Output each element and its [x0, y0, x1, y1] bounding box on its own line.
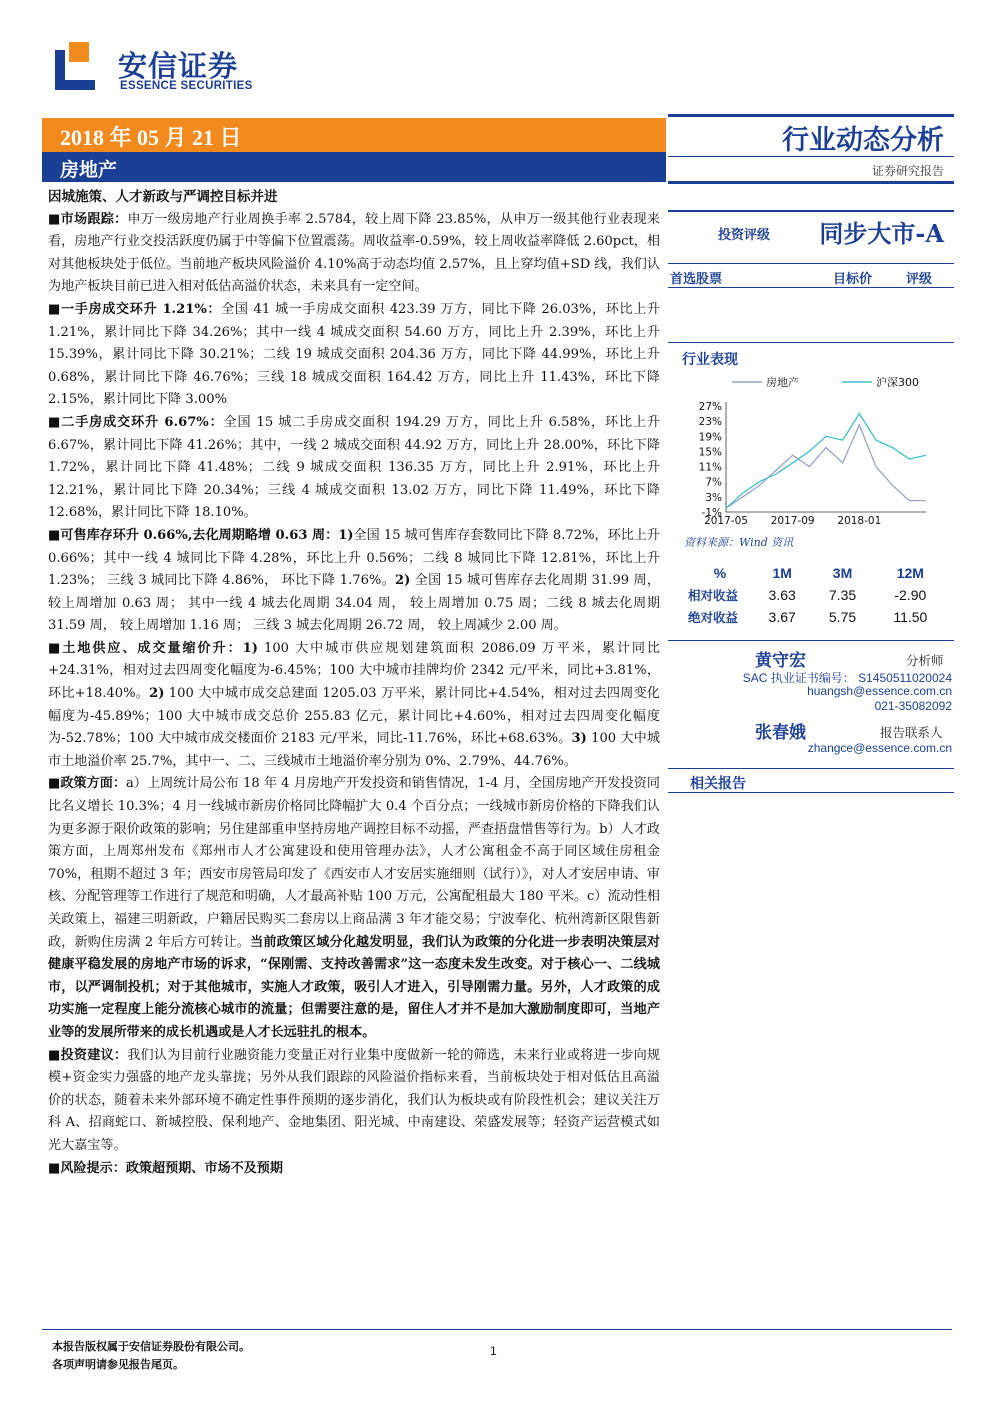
- analyst-cert: SAC 执业证书编号： S1450511020024: [742, 671, 952, 685]
- main-body: [48, 186, 660, 1180]
- contact-email[interactable]: zhangce@essence.com.cn: [807, 741, 952, 755]
- table-cell: 11.50: [893, 609, 928, 625]
- y-tick-label: -1%: [701, 507, 722, 519]
- y-tick-label: 3%: [705, 491, 722, 504]
- divider: [668, 114, 954, 117]
- x-tick-label: 2017-05: [704, 515, 748, 527]
- picks-header-target: 目标价: [833, 272, 873, 287]
- section-title: 因城施策、人才新政与严调控目标并进: [48, 189, 278, 205]
- analyst-phone: 021-35082092: [874, 699, 952, 713]
- paragraph-first-hand: ■一手房成交环升 1.21%：全国 41 城一手房成交面积 423.39 万方，同比下降 26.03%，环比上升 1.21%，累计同比下降 34.26%；其中一线 4 城成交面积 54.60 万方，同比上升 2.39%，环比上升 15.39%，累计同比下降 30.21%；二线 19 城成交面积 204.36 万方，同比下降 44.99%，环比上升 0.68%，累计同比下降 46.76%；三线 18 城成交面积 164.42 万方，同比上升 11.43%，环比下降 2.15%，累计同比下降 3.00%: [48, 301, 661, 408]
- contact-role: 报告联系人: [880, 725, 943, 740]
- legend-label: 房地产: [766, 376, 799, 389]
- sector-name: 房地产: [60, 159, 118, 181]
- divider: [668, 287, 954, 288]
- series-line: [726, 425, 926, 508]
- industry-performance-title: 行业表现: [682, 352, 738, 368]
- analyst-name: 黄守宏: [755, 651, 806, 671]
- chart-source: 资料来源：Wind 资讯: [684, 536, 794, 549]
- picks-header-stock: 首选股票: [670, 272, 723, 287]
- paragraph-policy: ■政策方面：a）上周统计局公布 18 年 4 月房地产开发投资和销售情况，1-4 月，全国房地产开发投资同比名义增长 10.3%；4 月一线城市新房价格同比降幅扩大 0.4 个百分点；一线城市新房价格的下降我们认为更多源于限价政策的影响；另住建部重申坚持房地产调控目标不动摇，严查捂盘惜售等行为。b）人才政策方面，上周郑州发布《郑州市人才公寓建设和使用管理办法》，人才公寓租金不高于同区域住房租金 70%，租期不超过 3 年；西安市房管局印发了《西安市人才安居实施细则（试行）》，对人才安居申请、审核、分配管理等工作进行了规范和明确，人才最高补贴 100 万元，公寓配租最大 180 平米。c）流动性相关政策上，福建三明新政，户籍居民购买二套房以上商品满 3 年才能交易；宁波奉化、杭州湾新区限售新政，新购住房满 2 年后方可转让。当前政策区域分化越发明显，我们认为政策的分化进一步表明决策层对健康平稳发展的房地产市场的诉求，“保刚需、支持改善需求”这一态度未发生改变。对于核心一、二线城市，以严调制投机；对于其他城市，实施人才政策，吸引人才进入，引导刚需力量。另外，人才政策的成功实施一定程度上能分流核心城市的流量；但需要注意的是，留住人才并不是加大激励制度即可，当地产业等的发展所带来的成长机遇或是人才长远驻扎的根本。: [48, 776, 661, 1040]
- table-header: %: [713, 565, 727, 581]
- paragraph-inventory: ■可售库存环升 0.66%,去化周期略增 0.63 周：1)全国 15 城可售库存套数同比下降 8.72%，环比上升 0.66%；其中一线 4 城同比下降 4.28%，环比上升 0.56%；二线 8 城同比下降 12.81%，环比上升 1.23%； 三线 3 城同比下降 4.86%， 环比下降 1.76%。2) 全国 15 城可售库存去化周期 31.99 周， 较上周增加 0.63 周； 其中一线 4 城去化周期 34.04 周， 较上周增加 0.75 周；二线 8 城去化周期 31.59 周， 较上周增加 1.16 周； 三线 3 城去化周期 26.72 周， 较上周减少 2.00 周。: [48, 527, 660, 634]
- contact-name: 张春娥: [755, 723, 806, 743]
- table-row: [688, 606, 948, 628]
- table-cell: 5.75: [828, 609, 857, 625]
- table-header: 1M: [772, 565, 792, 581]
- divider: [668, 640, 954, 641]
- paragraph-market: ■市场跟踪：申万一级房地产行业周换手率 2.5784，较上周下降 23.85%，从申万一级其他行业表现来看，房地产行业交投活跃度仍属于中等偏下位置震荡。周收益率-0.59%，较上周收益率降低 2.60pct，相对其他板块处于低位。当前地产板块风险溢价 4.10%高于动态均值 2.57%，且上穿均值+SD 线，我们认为地产板块目前已进入相对低估高溢价状态，未来具有一定空间。: [48, 211, 661, 295]
- divider: [668, 156, 954, 157]
- legend-label: 沪深300: [876, 376, 919, 389]
- table-row: [688, 584, 948, 606]
- paragraph-second-hand: ■二手房成交环升 6.67%：全国 15 城二手房成交面积 194.29 万方，同比上升 6.58%，环比上升 6.67%，累计同比下降 41.26%；其中，一线 2 城成交面积 44.92 万方，同比上升 28.00%，环比下降 1.72%，累计同比下降 41.48%；二线 9 城成交面积 136.35 万方，同比上升 2.91%，环比上升 12.21%，累计同比下降 20.34%；三线 4 城成交面积 13.02 万方，同比下降 11.49%，环比下降 12.68%，累计同比下降 18.10%。: [48, 414, 661, 521]
- footer-divider: [42, 1329, 952, 1330]
- divider: [668, 792, 954, 793]
- logo-name-en: ESSENCE SECURITIES: [120, 80, 253, 92]
- related-reports-title: 相关报告: [690, 776, 746, 792]
- footer-disclaimer: 各项声明请参见报告尾页。: [52, 1358, 184, 1371]
- y-tick-label: 15%: [698, 446, 722, 459]
- y-tick-label: 7%: [705, 476, 722, 489]
- table-header: 3M: [832, 565, 853, 581]
- paragraph-invest: ■投资建议：我们认为目前行业融资能力变量正对行业集中度做新一轮的筛选，未来行业或将进一步向规模+资金实力强盛的地产龙头靠拢；另外从我们跟踪的风险溢价指标来看，当前板块处于相对低估且高溢价的状态，随着未来外部环境不确定性事件预期的逐步消化，我们认为板块或有阶段性机会；建议关注万科 A、招商蛇口、新城控股、保利地产、金地集团、阳光城、中南建设、荣盛发展等；轻资产运营模式如光大嘉宝等。: [48, 1047, 661, 1153]
- table-cell: 7.35: [828, 587, 857, 603]
- returns-table: [688, 562, 948, 628]
- rating-value: 同步大市-A: [819, 219, 944, 248]
- paragraph-risk: ■风险提示：政策超预期、市场不及预期: [48, 1160, 283, 1176]
- row-label: 相对收益: [688, 588, 739, 603]
- divider: [668, 342, 954, 343]
- divider: [668, 210, 954, 212]
- analyst-role: 分析师: [906, 653, 944, 668]
- divider: [668, 768, 954, 769]
- report-date: 2018 年 05 月 21 日: [60, 125, 242, 150]
- y-tick-label: 19%: [698, 431, 722, 444]
- report-subtitle: 证券研究报告: [871, 164, 944, 178]
- table-cell: 3.67: [768, 609, 796, 625]
- x-tick-label: 2018-01: [837, 515, 882, 527]
- y-tick-label: 27%: [698, 401, 722, 413]
- divider: [668, 181, 954, 184]
- picks-header-rating: 评级: [906, 272, 933, 287]
- analyst-email[interactable]: huangsh@essence.com.cn: [807, 684, 952, 698]
- table-header: 12M: [896, 565, 924, 581]
- table-cell: 3.63: [768, 587, 796, 603]
- sector-bar: [42, 152, 666, 182]
- rating-label: 投资评级: [718, 228, 771, 243]
- logo-icon: [55, 42, 103, 90]
- table-cell: -2.90: [894, 587, 927, 603]
- paragraph-land: ■土地供应、成交量缩价升：1) 100 大中城市供应规划建筑面积 2086.09 万平米，累计同比+24.31%，相对过去四周变化幅度为-6.45%；100 大中城市挂牌均价 2342 元/平米，同比+3.81%，环比+18.40%。2) 100 大中城市成交总建面 1205.03 万平米，累计同比+4.54%，相对过去四周变化幅度为-45.89%；100 大中城市成交总价 255.83 亿元，累计同比+4.60%，相对过去四周变化幅度为-52.78%；100 大中城市成交楼面价 2183 元/平米，同比-11.76%，环比+68.63%。3) 100 大中城市土地溢价率 25.7%，其中一、二、三线城市土地溢价率分别为 0%、2.79%、44.76%。: [48, 640, 661, 769]
- divider: [668, 263, 954, 264]
- report-type: 行业动态分析: [782, 125, 944, 156]
- x-tick-label: 2017-09: [770, 515, 815, 527]
- y-tick-label: 23%: [698, 416, 722, 429]
- row-label: 绝对收益: [688, 610, 739, 625]
- logo-name-cn: 安信证券: [118, 49, 239, 83]
- table-header-row: [688, 562, 948, 584]
- performance-chart: [684, 372, 944, 532]
- series-line: [726, 414, 926, 509]
- page-number: 1: [490, 1344, 497, 1358]
- footer-copyright: 本报告版权属于安信证券股份有限公司。: [52, 1340, 250, 1353]
- y-tick-label: 11%: [698, 461, 722, 474]
